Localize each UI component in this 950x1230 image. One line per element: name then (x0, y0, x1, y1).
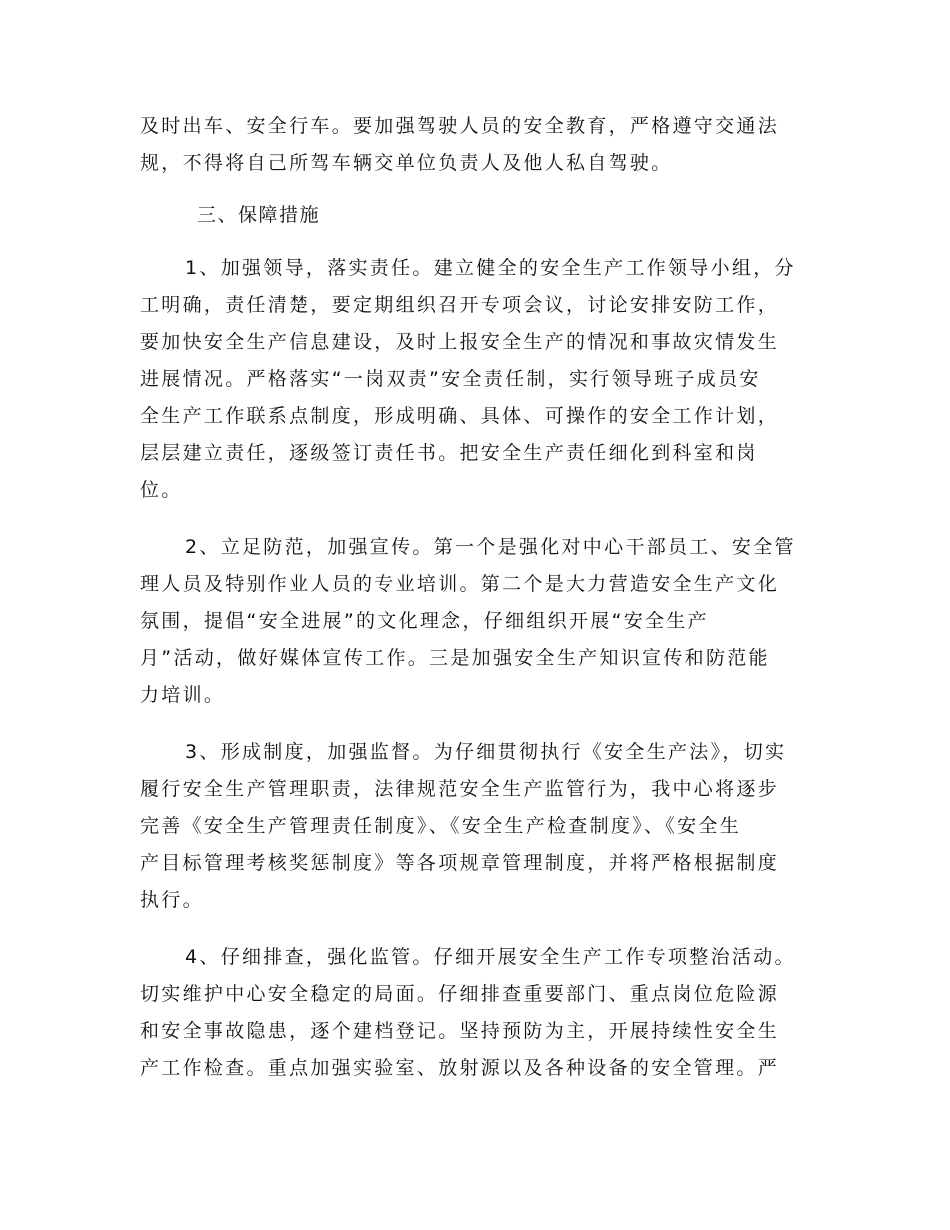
text-line: 层层建立责任，逐级签订责任书。把安全生产责任细化到科室和岗 (140, 442, 758, 464)
text-line: 月”活动，做好媒体宣传工作。三是加强安全生产知识宣传和防范能 (140, 647, 770, 669)
text-line: 及时出车、安全行车。要加强驾驶人员的安全教育，严格遵守交通法 (140, 115, 780, 137)
text-line: 位。 (140, 479, 183, 501)
text-line: 产目标管理考核奖惩制度》等各项规章管理制度，并将严格根据制度 (140, 852, 780, 874)
text-line: 工明确，责任清楚，要定期组织召开专项会议，讨论安排安防工作， (140, 294, 780, 316)
text-line: 切实维护中心安全稳定的局面。仔细排查重要部门、重点岗位危险源 (140, 983, 780, 1005)
text-line: 力培训。 (140, 684, 226, 706)
text-line: 3、形成制度，加强监督。为仔细贯彻执行《安全生产法》，切实 (185, 741, 787, 763)
text-line: 全生产工作联系点制度，形成明确、具体、可操作的安全工作计划， (140, 405, 780, 427)
text-line: 产工作检查。重点加强实验室、放射源以及各种设备的安全管理。严 (140, 1057, 780, 1079)
text-line: 规，不得将自己所驾车辆交单位负责人及他人私自驾驶。 (140, 152, 673, 174)
text-line: 2、立足防范，加强宣传。第一个是强化对中心干部员工、安全管 (185, 536, 796, 558)
text-line: 氛围，提倡“安全进展”的文化理念，仔细组织开展“安全生产 (140, 610, 709, 632)
text-line: 要加快安全生产信息建设，及时上报安全生产的情况和事故灾情发生 (140, 331, 780, 353)
text-line: 1、加强领导，落实责任。建立健全的安全生产工作领导小组，分 (185, 257, 796, 279)
text-line: 履行安全生产管理职责，法律规范安全生产监管行为，我中心将逐步 (140, 778, 780, 800)
text-line: 完善《安全生产管理责任制度》、《安全生产检查制度》、《安全生 (140, 815, 742, 837)
heading-text: 三、保障措施 (197, 204, 321, 226)
text-line: 执行。 (140, 889, 204, 911)
text-line: 4、仔细排查，强化监管。仔细开展安全生产工作专项整治活动。 (185, 946, 796, 968)
text-line: 进展情况。严格落实“一岗双责”安全责任制，实行领导班子成员安 (140, 368, 761, 390)
text-line: 和安全事故隐患，逐个建档登记。坚持预防为主，开展持续性安全生 (140, 1020, 780, 1042)
text-line: 理人员及特别作业人员的专业培训。第二个是大力营造安全生产文化 (140, 573, 780, 595)
